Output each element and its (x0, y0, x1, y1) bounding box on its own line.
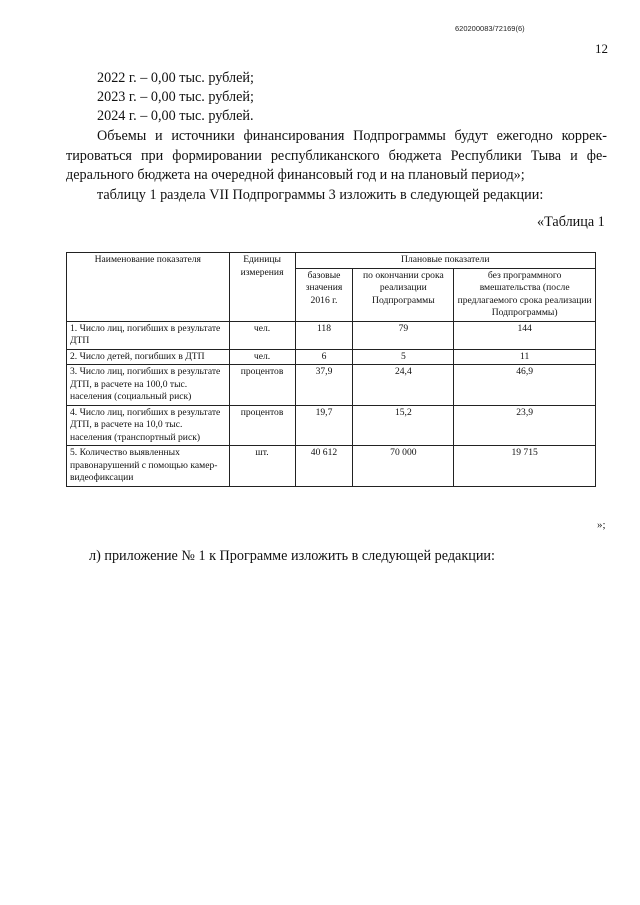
cell-indicator: 3. Число лиц, погибших в результате ДТП, в расчете на 100,0 тыс. населения (социальный риск) (67, 365, 230, 406)
header-end-of-term: по окончании срока реализации Подпрограммы (353, 268, 454, 321)
volumes-paragraph-line-1: Объемы и источники финансирования Подпрограммы будут ежегодно коррек- (97, 128, 607, 144)
volumes-paragraph-line-2: тироваться при формировании республиканского бюджета Республики Тыва и фе- (66, 148, 607, 164)
final-instruction-line: л) приложение № 1 к Программе изложить в следующей редакции: (89, 548, 495, 564)
header-indicator-name: Наименование показателя (67, 253, 230, 322)
funding-2023-line: 2023 г. – 0,00 тыс. рублей; (97, 89, 254, 105)
cell-without: 46,9 (454, 365, 596, 406)
table-closing-mark: »; (597, 519, 606, 531)
cell-base: 37,9 (295, 365, 353, 406)
header-base-values: базовые значения 2016 г. (295, 268, 353, 321)
header-planned: Плановые показатели (295, 253, 595, 269)
volumes-paragraph-line-3: дерального бюджета на очередной финансовый год и на плановый период»; (66, 167, 525, 183)
cell-base: 6 (295, 349, 353, 365)
cell-unit: процентов (229, 405, 295, 446)
cell-base: 118 (295, 321, 353, 349)
table-row (67, 405, 596, 446)
cell-indicator: 5. Количество выявленных правонарушений с помощью камер-видеофиксации (67, 446, 230, 487)
table-row (67, 349, 596, 365)
cell-indicator: 2. Число детей, погибших в ДТП (67, 349, 230, 365)
cell-end: 15,2 (353, 405, 454, 446)
page-number: 12 (595, 41, 608, 56)
cell-indicator: 4. Число лиц, погибших в результате ДТП, в расчете на 10,0 тыс. населения (транспортный риск) (67, 405, 230, 446)
table-row (67, 365, 596, 406)
cell-end: 79 (353, 321, 454, 349)
cell-unit: шт. (229, 446, 295, 487)
table-header-row (67, 253, 596, 269)
cell-end: 5 (353, 349, 454, 365)
table-row (67, 446, 596, 487)
cell-unit: процентов (229, 365, 295, 406)
cell-base: 40 612 (295, 446, 353, 487)
cell-without: 11 (454, 349, 596, 365)
document-id: 620200083/72169(6) (455, 24, 525, 33)
cell-without: 19 715 (454, 446, 596, 487)
header-without-program: без программного вмешательства (после предлагаемого срока реализации Подпрограммы) (454, 268, 596, 321)
header-unit: Единицы измерения (229, 253, 295, 322)
table-label: «Таблица 1 (537, 214, 605, 230)
cell-indicator: 1. Число лиц, погибших в результате ДТП (67, 321, 230, 349)
table-row (67, 321, 596, 349)
funding-2022-line: 2022 г. – 0,00 тыс. рублей; (97, 70, 254, 86)
cell-unit: чел. (229, 321, 295, 349)
cell-end: 24,4 (353, 365, 454, 406)
table-intro-line: таблицу 1 раздела VII Подпрограммы 3 изложить в следующей редакции: (97, 187, 544, 203)
cell-without: 144 (454, 321, 596, 349)
indicators-table (66, 252, 596, 487)
funding-2024-line: 2024 г. – 0,00 тыс. рублей. (97, 108, 254, 124)
cell-unit: чел. (229, 349, 295, 365)
cell-without: 23,9 (454, 405, 596, 446)
cell-end: 70 000 (353, 446, 454, 487)
cell-base: 19,7 (295, 405, 353, 446)
